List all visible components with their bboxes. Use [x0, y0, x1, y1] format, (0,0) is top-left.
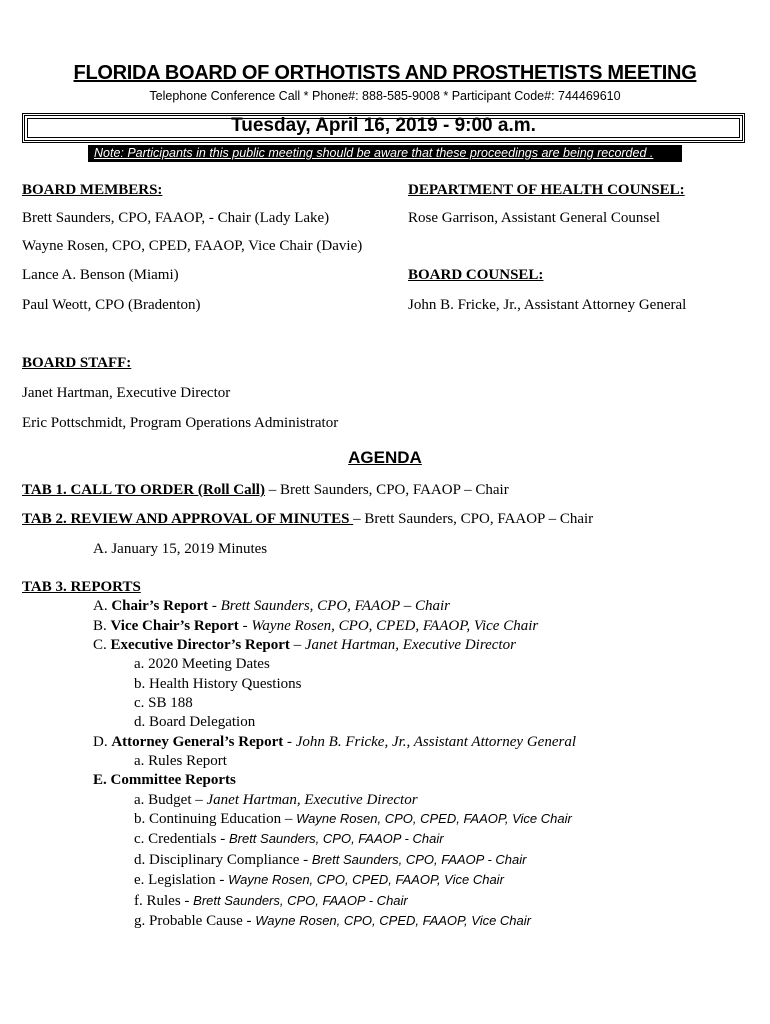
committee-report: e. Legislation - Wayne Rosen, CPO, CPED, FAAOP, Vice Chair: [134, 872, 504, 888]
tab-1-label: TAB 1. CALL TO ORDER (Roll Call): [22, 482, 265, 498]
board-member: Lance A. Benson (Miami): [22, 267, 179, 283]
board-counsel-heading: BOARD COUNSEL:: [408, 267, 544, 283]
committee-report: g. Probable Cause - Wayne Rosen, CPO, CPED, FAAOP, Vice Chair: [134, 913, 531, 929]
report-c-sub: c. SB 188: [134, 695, 193, 711]
report-d-sub: a. Rules Report: [134, 753, 227, 769]
meeting-date: Tuesday, April 16, 2019 - 9:00 a.m.: [231, 115, 536, 136]
page-title: FLORIDA BOARD OF ORTHOTISTS AND PROSTHETISTS MEETING: [73, 62, 697, 84]
doh-counsel-heading: DEPARTMENT OF HEALTH COUNSEL:: [408, 182, 685, 198]
tab-1: [22, 482, 509, 499]
report-c: C. Executive Director’s Report – Janet Hartman, Executive Director: [93, 637, 516, 653]
staff-member: Janet Hartman, Executive Director: [22, 385, 231, 401]
report-c-sub: a. 2020 Meeting Dates: [134, 656, 270, 672]
tab-1-presenter: – Brett Saunders, CPO, FAAOP – Chair: [264, 482, 509, 498]
committee-report: c. Credentials - Brett Saunders, CPO, FAAOP - Chair: [134, 831, 444, 847]
tab-2-presenter: – Brett Saunders, CPO, FAAOP – Chair: [353, 511, 594, 527]
board-member: Wayne Rosen, CPO, CPED, FAAOP, Vice Chair (Davie): [22, 238, 363, 254]
conference-call-info: Telephone Conference Call * Phone#: 888-585-9008 * Participant Code#: 744469610: [149, 89, 621, 103]
board-member: Paul Weott, CPO (Bradenton): [22, 297, 201, 313]
tab-2-item-a: A. January 15, 2019 Minutes: [93, 541, 268, 557]
tab-3-label: TAB 3. REPORTS: [22, 579, 141, 595]
board-counsel-name: John B. Fricke, Jr., Assistant Attorney General: [408, 297, 687, 313]
tab-2: [22, 511, 593, 528]
report-e: E. Committee Reports: [93, 772, 236, 788]
committee-report: d. Disciplinary Compliance - Brett Saunders, CPO, FAAOP - Chair: [134, 852, 527, 868]
report-a: A. Chair’s Report - Brett Saunders, CPO, FAAOP – Chair: [93, 598, 450, 614]
board-staff-heading: BOARD STAFF:: [22, 355, 132, 371]
doh-counsel-name: Rose Garrison, Assistant General Counsel: [408, 210, 661, 226]
report-d: D. Attorney General’s Report - John B. Fricke, Jr., Assistant Attorney General: [93, 734, 576, 750]
committee-report: b. Continuing Education – Wayne Rosen, CPO, CPED, FAAOP, Vice Chair: [134, 811, 572, 827]
committee-report: a. Budget – Janet Hartman, Executive Director: [134, 792, 418, 808]
report-c-sub: b. Health History Questions: [134, 676, 302, 692]
report-b: B. Vice Chair’s Report - Wayne Rosen, CPO, CPED, FAAOP, Vice Chair: [93, 618, 539, 634]
report-c-sub: d. Board Delegation: [134, 714, 256, 730]
recording-note: Note: Participants in this public meeting should be aware that these proceedings are being recorded .: [94, 146, 654, 160]
board-members-heading: BOARD MEMBERS:: [22, 182, 163, 198]
committee-report: f. Rules - Brett Saunders, CPO, FAAOP - Chair: [134, 893, 408, 909]
tab-2-label: TAB 2. REVIEW AND APPROVAL OF MINUTES: [22, 511, 354, 527]
staff-member: Eric Pottschmidt, Program Operations Administrator: [22, 415, 339, 431]
board-member: Brett Saunders, CPO, FAAOP, - Chair (Lady Lake): [22, 210, 330, 226]
agenda-heading: AGENDA: [348, 448, 422, 467]
